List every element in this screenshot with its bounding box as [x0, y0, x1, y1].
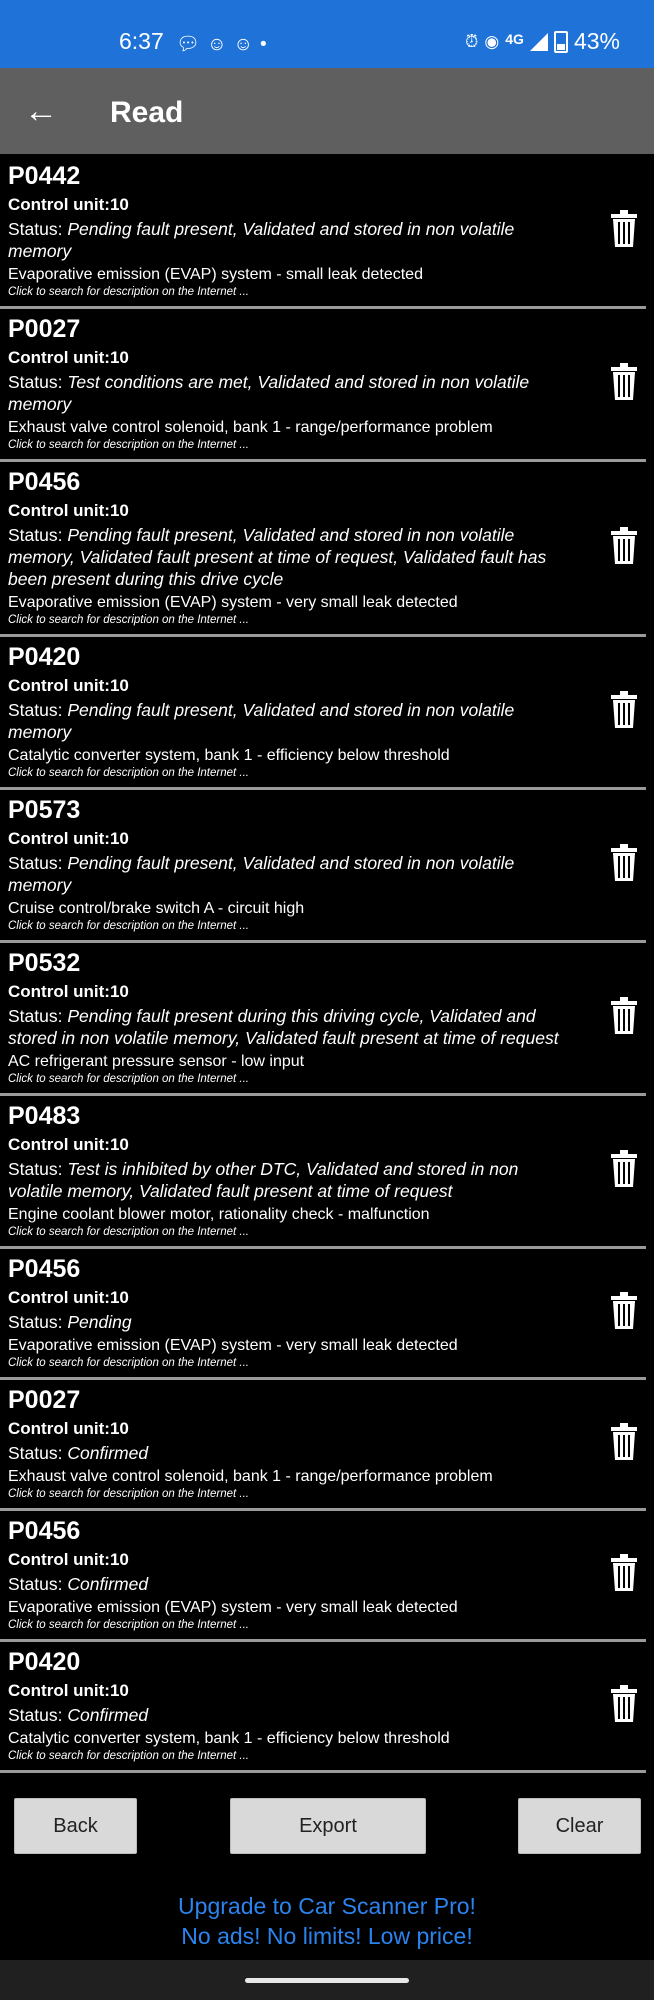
- location-icon: ◉: [484, 31, 500, 51]
- trouble-code: P0456: [8, 1517, 81, 1545]
- status-text: Status: Test is inhibited by other DTC, Validated and stored in non volatile memory, Validated fault present at time of request: [8, 1159, 519, 1201]
- trash-icon[interactable]: [610, 691, 638, 729]
- trouble-code: P0456: [8, 468, 81, 496]
- status-bar: [0, 0, 654, 68]
- list-item[interactable]: [0, 1380, 646, 1511]
- control-unit: Control unit:10: [8, 1419, 129, 1438]
- dot-icon: •: [259, 34, 274, 55]
- network-type: 4G: [505, 30, 524, 47]
- control-unit: Control unit:10: [8, 829, 129, 848]
- list-item[interactable]: [0, 637, 646, 790]
- battery-percent: 43%: [573, 28, 620, 54]
- description: Evaporative emission (EVAP) system - very small leak detected: [8, 594, 458, 611]
- trouble-code: P0420: [8, 1648, 81, 1676]
- trouble-code: P0420: [8, 643, 81, 671]
- status-text: Status: Pending fault present, Validated and stored in non volatile memory: [8, 700, 515, 742]
- search-hint-link[interactable]: Click to search for description on the Internet ...: [8, 767, 249, 779]
- list-item[interactable]: [0, 1511, 646, 1642]
- search-hint-link[interactable]: Click to search for description on the Internet ...: [8, 1357, 249, 1369]
- list-item[interactable]: [0, 1096, 646, 1249]
- promo-line-2[interactable]: No ads! No limits! Low price!: [181, 1923, 473, 1949]
- trouble-code: P0442: [8, 162, 81, 190]
- list-item[interactable]: [0, 309, 646, 462]
- trash-icon[interactable]: [610, 363, 638, 401]
- trash-icon[interactable]: [610, 1150, 638, 1188]
- battery-icon: [554, 31, 568, 53]
- back-button[interactable]: Back: [14, 1798, 137, 1854]
- promo-line-1[interactable]: Upgrade to Car Scanner Pro!: [178, 1893, 476, 1919]
- description: Catalytic converter system, bank 1 - efficiency below threshold: [8, 747, 450, 764]
- export-button[interactable]: Export: [230, 1798, 426, 1854]
- search-hint-link[interactable]: Click to search for description on the Internet ...: [8, 614, 249, 626]
- list-item[interactable]: [0, 1642, 646, 1773]
- status-time: 6:37: [119, 28, 164, 54]
- search-hint-link[interactable]: Click to search for description on the Internet ...: [8, 1488, 249, 1500]
- control-unit: Control unit:10: [8, 676, 129, 695]
- trash-icon[interactable]: [610, 210, 638, 248]
- trouble-code: P0532: [8, 949, 81, 977]
- list-item[interactable]: [0, 1249, 646, 1380]
- search-hint-link[interactable]: Click to search for description on the Internet ...: [8, 1750, 249, 1762]
- system-icons: [465, 28, 620, 55]
- search-hint-link[interactable]: Click to search for description on the Internet ...: [8, 1226, 249, 1238]
- snapchat-icon: ☺: [233, 34, 260, 55]
- description: Exhaust valve control solenoid, bank 1 - range/performance problem: [8, 419, 493, 436]
- control-unit: Control unit:10: [8, 982, 129, 1001]
- trouble-code: P0027: [8, 1386, 81, 1414]
- description: Evaporative emission (EVAP) system - very small leak detected: [8, 1599, 458, 1616]
- trash-icon[interactable]: [610, 1423, 638, 1461]
- page-title: Read: [110, 96, 184, 129]
- search-hint-link[interactable]: Click to search for description on the Internet ...: [8, 1619, 249, 1631]
- trash-icon[interactable]: [610, 1554, 638, 1592]
- app-bar: [0, 68, 654, 154]
- control-unit: Control unit:10: [8, 1550, 129, 1569]
- description: Evaporative emission (EVAP) system - small leak detected: [8, 266, 423, 283]
- trash-icon[interactable]: [610, 1292, 638, 1330]
- control-unit: Control unit:10: [8, 1681, 129, 1700]
- snapchat-icon: ☺: [207, 34, 234, 55]
- list-item[interactable]: [0, 462, 646, 637]
- search-hint-link[interactable]: Click to search for description on the Internet ...: [8, 920, 249, 932]
- list-item[interactable]: [0, 943, 646, 1096]
- trouble-code: P0483: [8, 1102, 81, 1130]
- status-text: Status: Pending: [8, 1312, 132, 1332]
- description: AC refrigerant pressure sensor - low input: [8, 1053, 305, 1070]
- status-text: Status: Pending fault present during this driving cycle, Validated and stored in non volatile memory, Validated fault present at time of request: [8, 1006, 559, 1048]
- trouble-code: P0027: [8, 315, 81, 343]
- status-text: Status: Confirmed: [8, 1705, 149, 1725]
- control-unit: Control unit:10: [8, 195, 129, 214]
- trash-icon[interactable]: [610, 1685, 638, 1723]
- trash-icon[interactable]: [610, 527, 638, 565]
- control-unit: Control unit:10: [8, 1288, 129, 1307]
- control-unit: Control unit:10: [8, 348, 129, 367]
- search-hint-link[interactable]: Click to search for description on the Internet ...: [8, 439, 249, 451]
- search-hint-link[interactable]: Click to search for description on the Internet ...: [8, 1073, 249, 1085]
- signal-icon: [530, 33, 548, 51]
- status-text: Status: Confirmed: [8, 1443, 149, 1463]
- trash-icon[interactable]: [610, 844, 638, 882]
- home-gesture-handle[interactable]: [245, 1978, 409, 1983]
- trouble-code-list: [0, 156, 654, 1773]
- clear-button[interactable]: Clear: [518, 1798, 641, 1854]
- description: Catalytic converter system, bank 1 - efficiency below threshold: [8, 1730, 450, 1747]
- arrow-left-icon[interactable]: ←: [24, 92, 58, 130]
- list-item[interactable]: [0, 790, 646, 943]
- list-item[interactable]: [0, 156, 646, 309]
- notification-icons: [176, 32, 274, 56]
- search-hint-link[interactable]: Click to search for description on the Internet ...: [8, 286, 249, 298]
- alarm-icon: ⏰︎: [465, 31, 479, 51]
- description: Engine coolant blower motor, rationality check - malfunction: [8, 1206, 430, 1223]
- status-text: Status: Confirmed: [8, 1574, 149, 1594]
- status-text: Status: Pending fault present, Validated and stored in non volatile memory, Validated fault present at time of request, Validated fault has been present during this drive cycle: [8, 525, 547, 589]
- trash-icon[interactable]: [610, 997, 638, 1035]
- chat-bubble-icon: 💬︎: [176, 34, 208, 55]
- description: Cruise control/brake switch A - circuit high: [8, 900, 305, 917]
- trouble-code: P0456: [8, 1255, 81, 1283]
- trouble-code: P0573: [8, 796, 81, 824]
- status-text: Status: Pending fault present, Validated and stored in non volatile memory: [8, 219, 515, 261]
- status-text: Status: Pending fault present, Validated and stored in non volatile memory: [8, 853, 515, 895]
- control-unit: Control unit:10: [8, 1135, 129, 1154]
- status-text: Status: Test conditions are met, Validated and stored in non volatile memory: [8, 372, 530, 414]
- description: Exhaust valve control solenoid, bank 1 - range/performance problem: [8, 1468, 493, 1485]
- description: Evaporative emission (EVAP) system - very small leak detected: [8, 1337, 458, 1354]
- navigation-bar: [0, 1960, 654, 2000]
- control-unit: Control unit:10: [8, 501, 129, 520]
